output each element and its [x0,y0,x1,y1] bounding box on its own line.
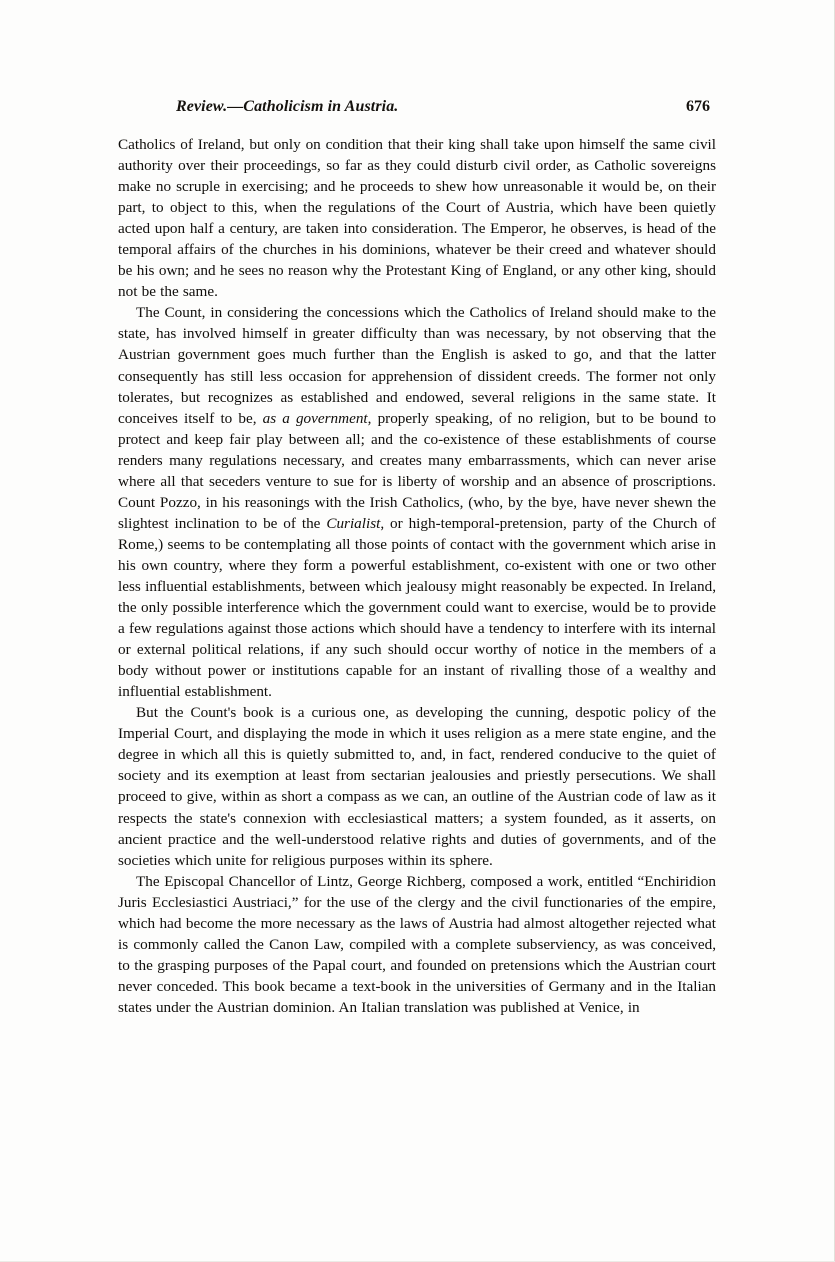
para-3 [118,702,716,870]
text-run: The Count, in considering the concessions which the Catholics of Ireland should make to the state, has involved himself in greater difficulty than was necessary, by not observing that the Austrian government goes much further than the English is asked to go, and that the latter consequently has still less occasion for apprehension of dissident creeds. The former not only tolerates, but recognizes as established and endowed, several religions in the same state. It conceives itself to be, [118,304,716,427]
para-1 [118,134,716,302]
running-head [118,98,714,120]
text-run: The Episcopal Chancellor of Lintz, George Richberg, composed a work, entitled “Enchiridion Juris Ecclesiastici Austriaci,” for the use of the clergy and the civil functionaries of the empire, which had become the more necessary as the laws of Austria had almost altogether rejected what is commonly called the Canon Law, compiled with a complete subserviency, as was conceived, to the grasping purposes of the Papal court, and founded on pretensions which the Austrian court never conceded. This book became a text-book in the universities of Germany and in the Italian states under the Austrian dominion. An Italian translation was published at Venice, in [118,872,716,1016]
text-run: , properly speaking, of no religion, but to be bound to protect and keep fair play between all; and the co-existence of these establishments of course renders many regulations necessary, and creates many embarrassments, which can never arise where all that seceders venture to sue for is liberty of worship and an absence of proscriptions. Count Pozzo, in his reasonings with the Irish Catholics, (who, by the bye, have never shewn the slightest inclination to be of the [118,409,716,532]
page-number: 676 [686,98,710,115]
text-run: But the Count's book is a curious one, as developing the cunning, despotic policy of the Imperial Court, and displaying the mode in which it uses religion as a mere state engine, and the degree in which all this is quietly submitted to, and, in fact, rendered conducive to the quiet of society and its exemption at least from sectarian jealousies and priestly persecutions. We shall proceed to give, within as short a compass as we can, an outline of the Austrian code of law as it respects the state's connexion with ecclesiastical matters; a system founded, as it asserts, on ancient practice and the well-understood relative rights and duties of governments, and of the societies which unite for religious purposes within its sphere. [118,704,716,869]
para-2 [118,302,716,702]
para-4 [118,871,716,1018]
body-text-block [118,134,716,1018]
italic-run: as a government [262,409,368,427]
text-run: , or high-temporal-pretension, party of the Church of Rome,) seems to be contemplating all those points of contact with the government which arise in his own country, where they form a powerful establishment, co-existent with one or two other less influential establishments, between which jealousy might reasonably be expected. In Ireland, the only possible interference which the government could want to exercise, would be to provide a few regulations against those actions which should have a tendency to interfere with its internal or external political relations, if any such should occur worthy of notice in the members of a body without power or institutions capable for an instant of rivalling those of a wealthy and influential establishment. [118,514,716,701]
italic-run: Curialist [326,514,381,532]
running-head-title: Review.—Catholicism in Austria. [176,98,399,115]
text-run: Catholics of Ireland, but only on condition that their king shall take upon himself the same civil authority over their proceedings, so far as they could disturb civil order, as Catholic sovereigns make no scruple in exercising; and he proceeds to shew how unreasonable it would be, on their part, to object to this, when the regulations of the Court of Austria, which have been quietly acted upon half a century, are taken into consideration. The Emperor, he observes, is head of the temporal affairs of the churches in his dominions, whatever be their creed and whatever should be his own; and he sees no reason why the Protestant King of England, or any other king, should not be the same. [118,136,716,301]
